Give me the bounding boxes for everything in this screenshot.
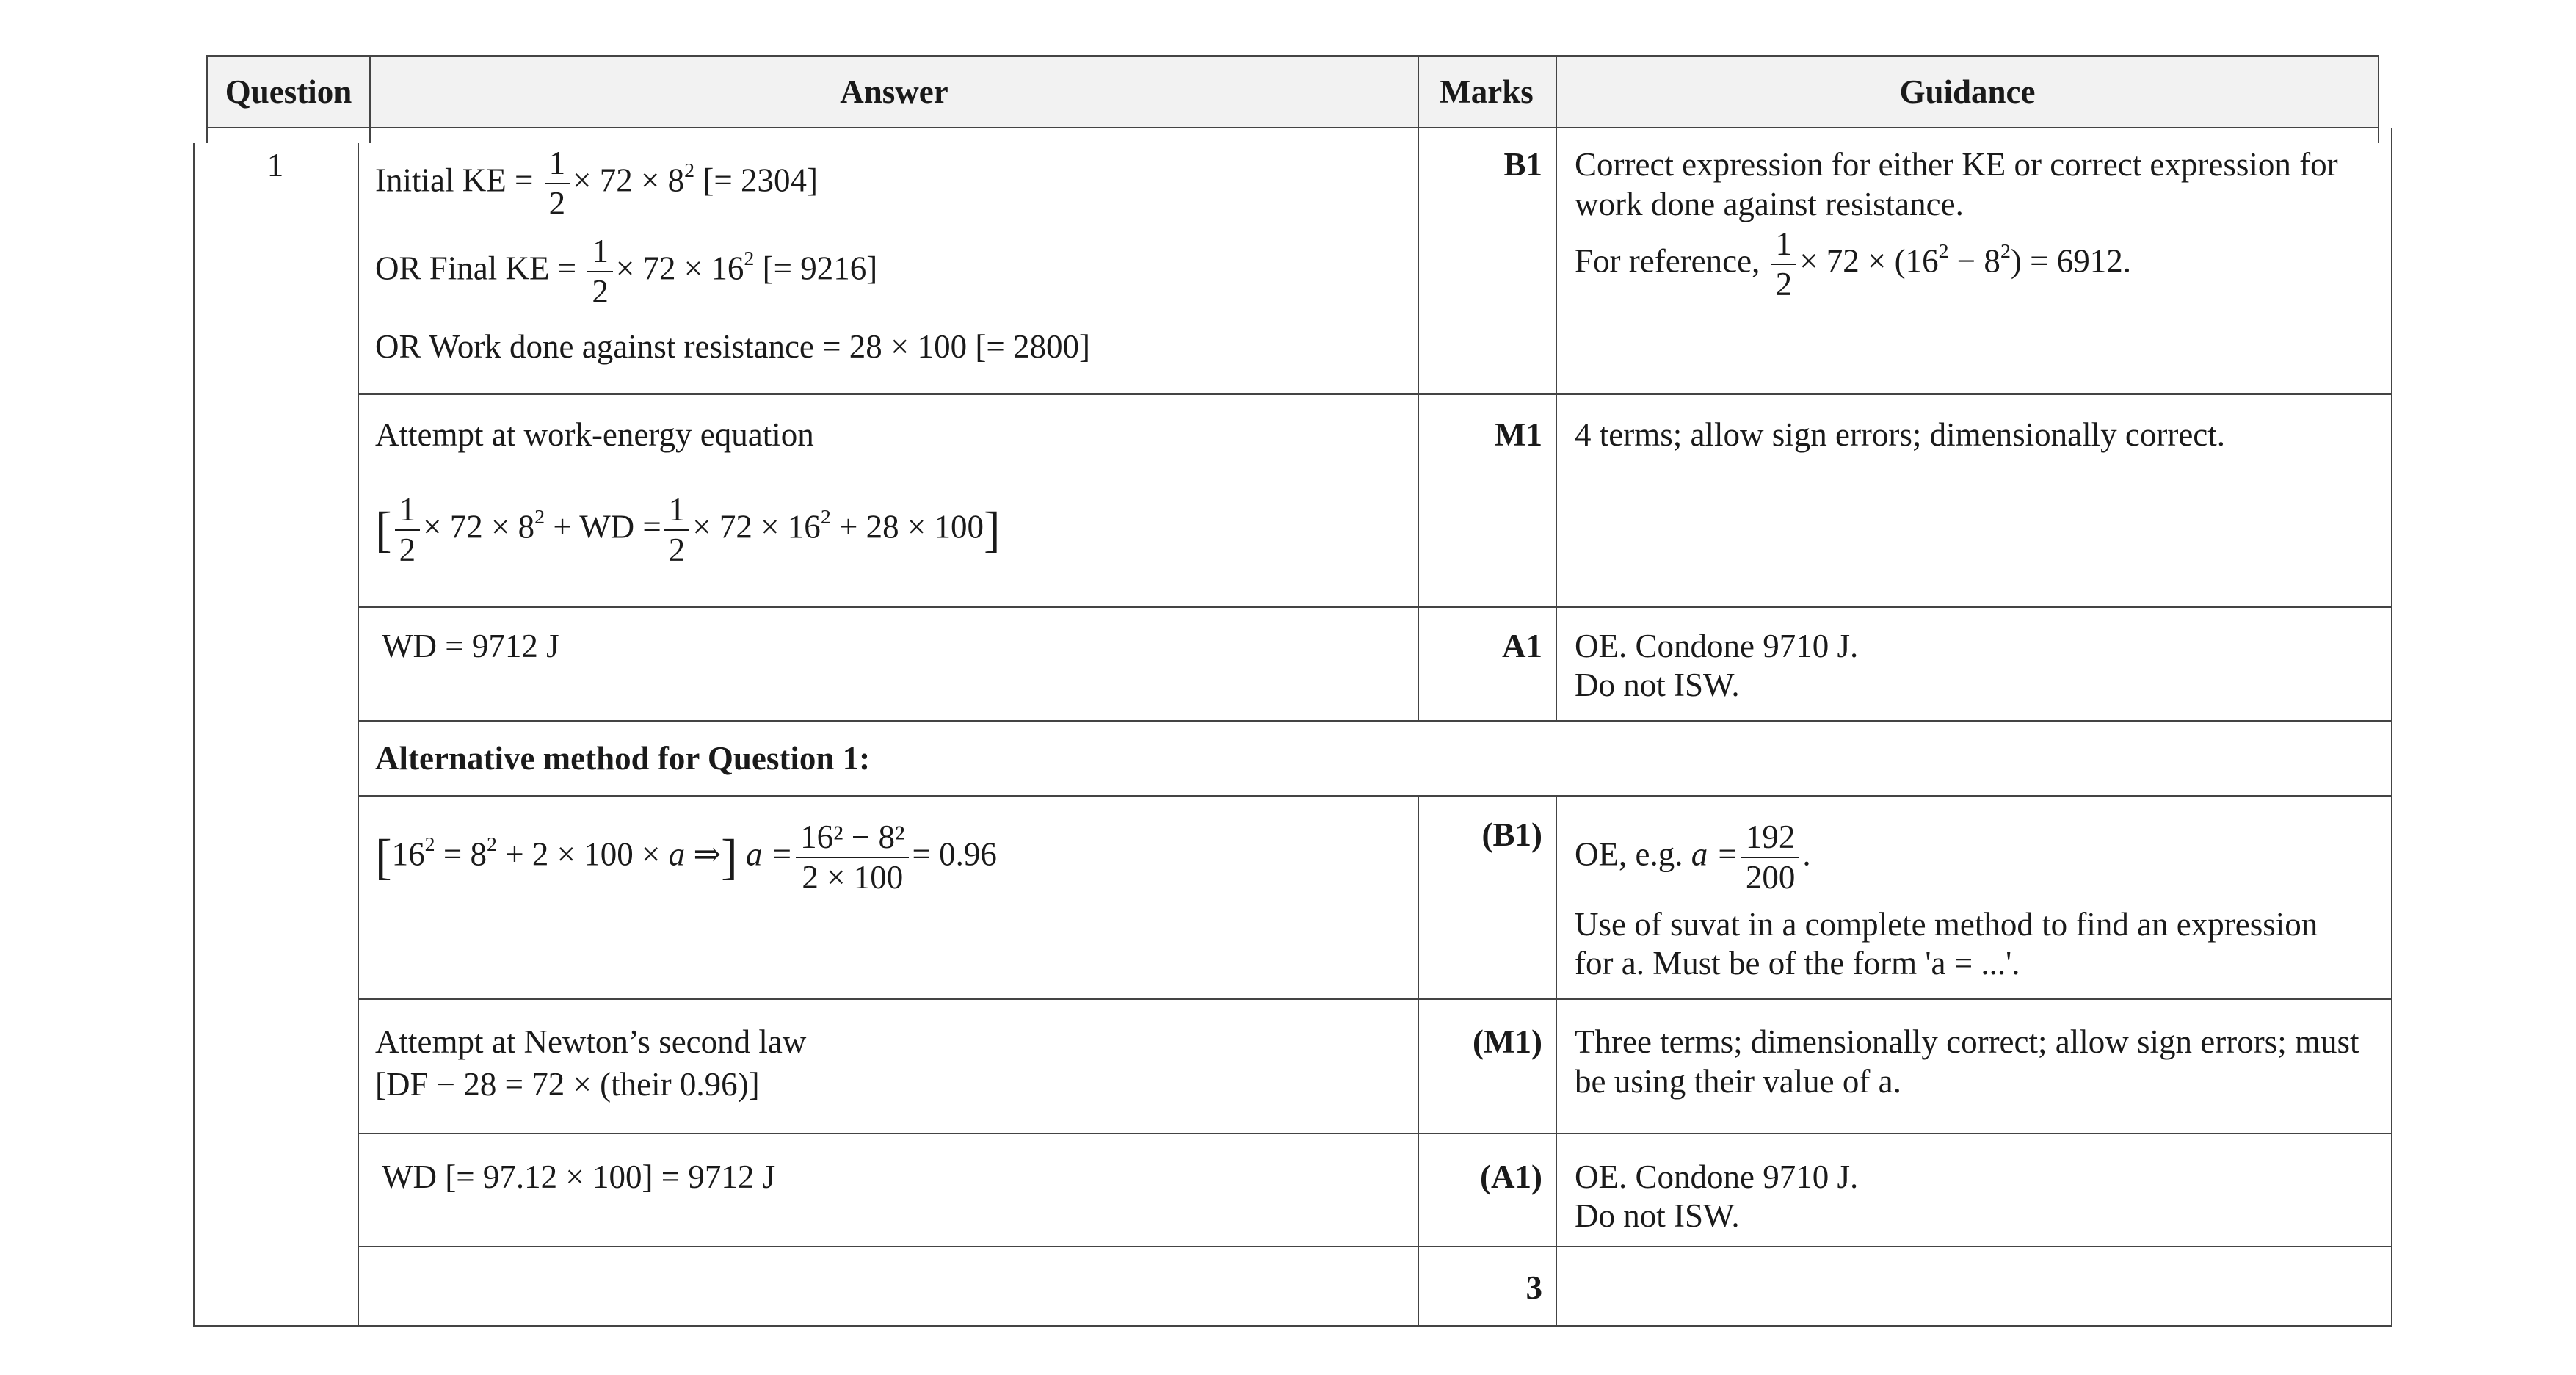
total-marks: 3: [1525, 1269, 1542, 1306]
answer-equation: [ $\frac{1}{2}$ × $72 \times 8^2$ + WD = $\frac{1}{2}$ × $72 \times 16^2 + 28 \times 100$]: [375, 491, 1001, 568]
guidance-line: 4 terms; allow sign errors; dimensionally correct.: [1575, 416, 2226, 453]
answer-line: WD [= 97.12 × 100] = 9712 J: [382, 1158, 776, 1195]
answer-line: Attempt at work-energy equation: [375, 416, 814, 453]
mark-label: (A1): [1480, 1158, 1542, 1195]
divider: [1418, 55, 1419, 128]
answer-line: WD = 9712 J: [382, 628, 559, 664]
header-question: Question: [225, 73, 352, 110]
answer-line: Initial KE = $\frac{1}{2}$ × $72 \times 8^2$ [= 2304]: [375, 145, 818, 222]
guidance-line: Do not ISW.: [1575, 1197, 1740, 1234]
divider: [358, 1246, 2392, 1247]
mark-label: B1: [1503, 146, 1542, 183]
header-guidance: Guidance: [1899, 73, 2036, 110]
header-answer: Answer: [840, 73, 948, 110]
divider: [206, 55, 208, 143]
guidance-line: OE. Condone 9710 J.: [1575, 628, 1859, 664]
guidance-line: For reference, $\frac{1}{2}$ × $72 \times (16^2 - 8^2) = 6912$.: [1575, 225, 2132, 302]
answer-line: [DF − 28 = 72 × (their 0.96)]: [375, 1066, 760, 1103]
answer-line: Attempt at Newton’s second law: [375, 1023, 807, 1060]
question-number: 1: [266, 147, 284, 184]
divider: [193, 1325, 2392, 1327]
guidance-line: OE, e.g. a = $\frac{192}{200}$ .: [1575, 819, 1811, 896]
mark-label: (M1): [1473, 1023, 1542, 1060]
guidance-line: Correct expression for either KE or correct expression for: [1575, 146, 2338, 183]
divider: [358, 393, 2392, 395]
divider: [358, 720, 2392, 722]
header-marks: Marks: [1440, 73, 1534, 110]
divider: [193, 143, 195, 1327]
guidance-line: Do not ISW.: [1575, 667, 1740, 703]
mark-label: M1: [1495, 416, 1542, 453]
mark-label: A1: [1502, 628, 1542, 664]
divider: [2391, 128, 2392, 1327]
answer-line: OR Final KE = $\frac{1}{2}$ × $72 \times 16^2$ [= 9216]: [375, 233, 878, 310]
answer-equation: [$16^2 = 8^2 + 2 \times 100 \times a$ ⇒] a = $\frac{\text{16² − 8²}}{2 \times 100}$ = 0.96: [375, 819, 997, 896]
divider: [358, 998, 2392, 1000]
answer-line: OR Work done against resistance = 28 × 100 [= 2800]: [375, 328, 1091, 365]
guidance-line: OE. Condone 9710 J.: [1575, 1158, 1859, 1195]
section-heading: Alternative method for Question 1:: [375, 740, 871, 777]
divider: [358, 143, 359, 1327]
divider: [358, 606, 2392, 608]
divider: [1556, 128, 1557, 722]
divider: [1556, 55, 1557, 128]
divider: [358, 1133, 2392, 1134]
guidance-line: Use of suvat in a complete method to find an expression: [1575, 906, 2318, 943]
mark-label: (B1): [1481, 816, 1542, 853]
divider: [358, 795, 2392, 797]
guidance-line: for a. Must be of the form 'a = ...'.: [1575, 945, 2020, 982]
guidance-line: be using their value of a.: [1575, 1063, 1901, 1100]
divider: [369, 55, 371, 143]
guidance-line: Three terms; dimensionally correct; allow sign errors; must: [1575, 1023, 2359, 1060]
guidance-line: work done against resistance.: [1575, 186, 1964, 222]
divider: [2378, 55, 2379, 143]
